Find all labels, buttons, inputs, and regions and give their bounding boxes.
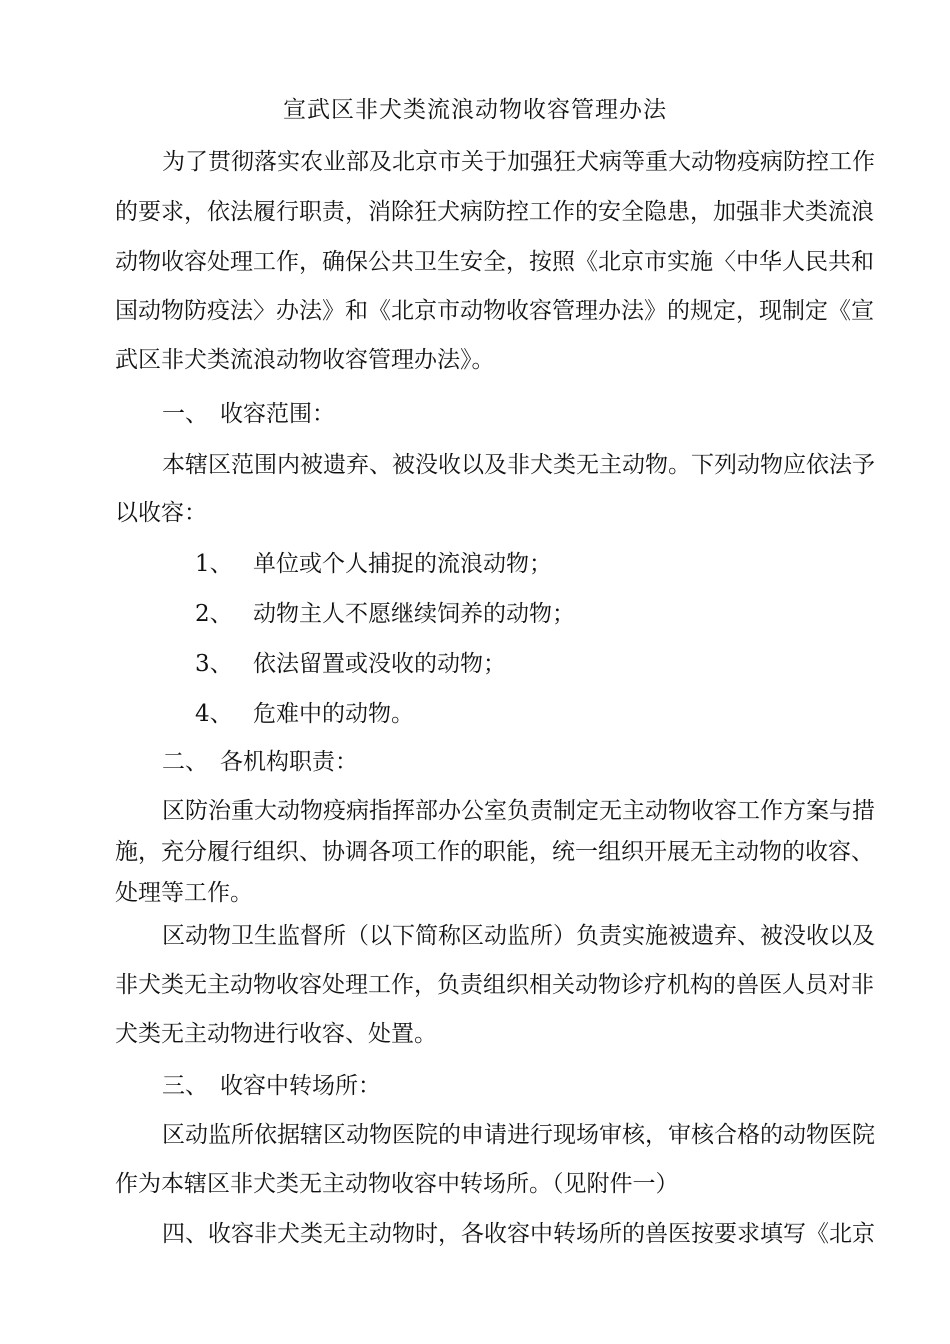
- list-item-text: 动物主人不愿继续饲养的动物；: [253, 601, 575, 627]
- section2-para2-line-3: 犬类无主动物进行收容、处置。: [115, 1021, 437, 1047]
- intro-line-5: 武区非犬类流浪动物收容管理办法》。: [115, 347, 495, 373]
- section1-body-line-1: 本辖区范围内被遗弃、被没收以及非犬类无主动物。下列动物应依法予: [162, 452, 875, 478]
- section1-heading: 收容范围：: [220, 401, 335, 427]
- list-item-number: 1、: [195, 551, 233, 577]
- intro-line-1: 为了贯彻落实农业部及北京市关于加强狂犬病等重大动物疫病防控工作: [162, 149, 875, 175]
- section1-body-line-2: 以收容：: [115, 500, 207, 526]
- section4-first-line: 四、收容非犬类无主动物时，各收容中转场所的兽医按要求填写《北京: [162, 1221, 875, 1247]
- section2-para1-line-2: 施，充分履行组织、协调各项工作的职能，统一组织开展无主动物的收容、: [115, 839, 874, 865]
- list-item-number: 4、: [195, 701, 233, 727]
- intro-line-4: 国动物防疫法〉办法》和《北京市动物收容管理办法》的规定，现制定《宣: [115, 298, 874, 324]
- list-item-text: 依法留置或没收的动物；: [253, 651, 506, 677]
- section1-number: 一、: [162, 401, 208, 427]
- list-item-text: 单位或个人捕捉的流浪动物；: [253, 551, 552, 577]
- list-item-number: 2、: [195, 601, 233, 627]
- intro-line-2: 的要求，依法履行职责，消除狂犬病防控工作的安全隐患，加强非犬类流浪: [115, 199, 874, 225]
- section3-body-line-1: 区动监所依据辖区动物医院的申请进行现场审核，审核合格的动物医院: [162, 1122, 875, 1148]
- section2-number: 二、: [162, 749, 208, 775]
- section2-heading: 各机构职责：: [220, 749, 358, 775]
- intro-line-3: 动物收容处理工作，确保公共卫生安全，按照《北京市实施〈中华人民共和: [115, 249, 874, 275]
- section2-para1-line-3: 处理等工作。: [115, 880, 253, 906]
- section3-heading: 收容中转场所：: [220, 1073, 381, 1099]
- list-item-number: 3、: [195, 651, 233, 677]
- section3-body-line-2: 作为本辖区非犬类无主动物收容中转场所。（见附件一）: [115, 1171, 679, 1197]
- section2-para2-line-1: 区动物卫生监督所（以下简称区动监所）负责实施被遗弃、被没收以及: [162, 923, 875, 949]
- section3-number: 三、: [162, 1073, 208, 1099]
- section2-para2-line-2: 非犬类无主动物收容处理工作，负责组织相关动物诊疗机构的兽医人员对非: [115, 972, 874, 998]
- list-item-text: 危难中的动物。: [253, 701, 414, 727]
- section2-para1-line-1: 区防治重大动物疫病指挥部办公室负责制定无主动物收容工作方案与措: [162, 798, 875, 824]
- document-title: 宣武区非犬类流浪动物收容管理办法: [283, 97, 667, 123]
